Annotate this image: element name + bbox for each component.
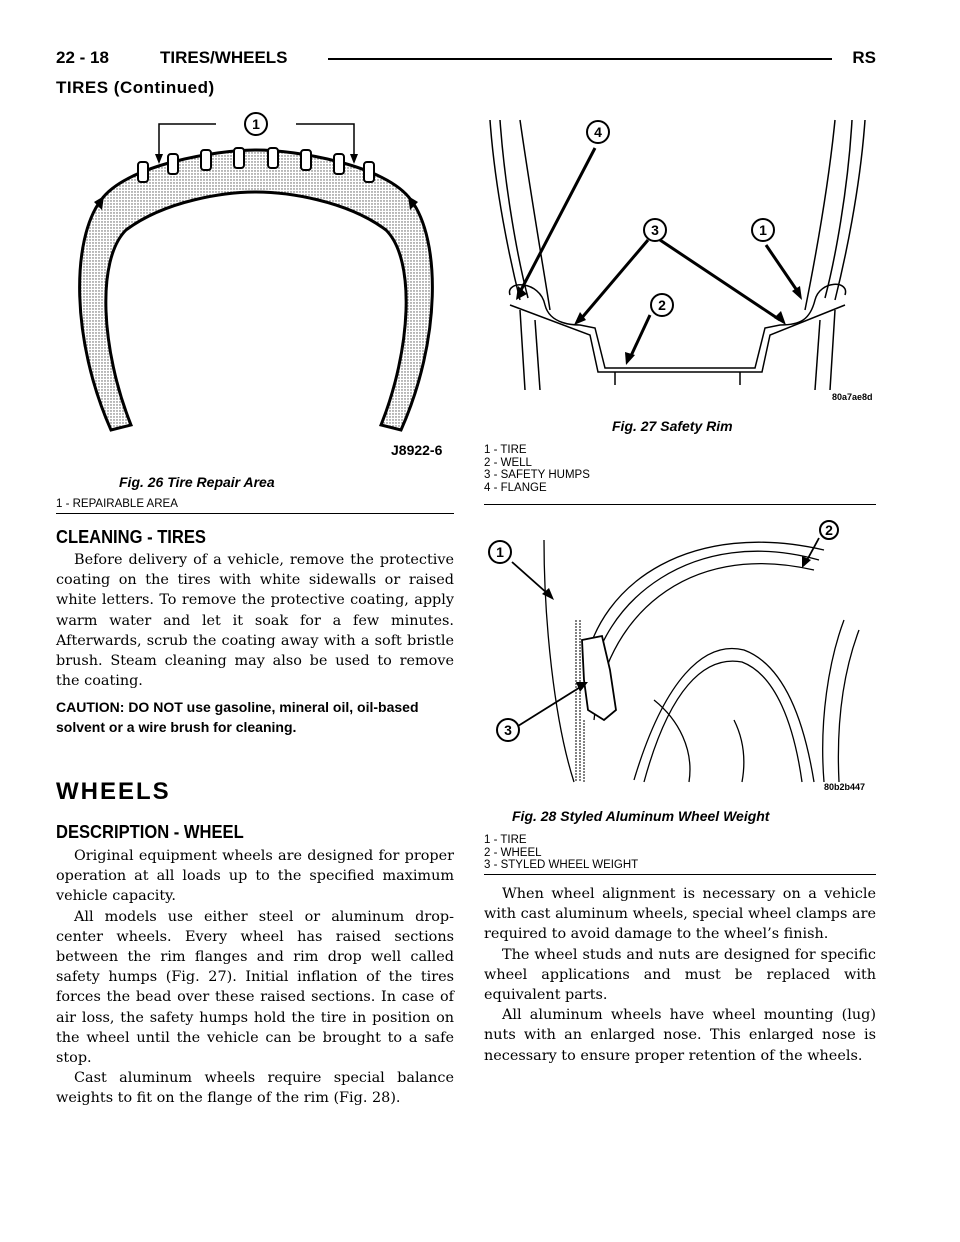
- wheel-description-body: [56, 846, 454, 1109]
- fig28-legend-item: 3 - STYLED WHEEL WEIGHT: [484, 859, 639, 871]
- right-paragraph: All aluminum wheels have wheel mounting (lug) nuts with an enlarged nose. This enlarged nose is necessary to ensure proper retention of the wheels.: [484, 1007, 876, 1064]
- cleaning-body: [56, 550, 454, 691]
- wheel-description-heading: DESCRIPTION - WHEEL: [56, 822, 244, 842]
- right-paragraph: When wheel alignment is necessary on a vehicle with cast aluminum wheels, special wheel clamps are required to avoid damage to the wheel’s finish.: [484, 886, 876, 943]
- fig27-legend-item: 1 - TIRE: [484, 444, 527, 456]
- fig27-legend: [484, 444, 590, 494]
- fig28-callout-3: 3: [504, 722, 512, 738]
- fig27-legend-item: 3 - SAFETY HUMPS: [484, 469, 590, 481]
- fig26-legend: [56, 498, 178, 511]
- fig26-tire-illustration: [56, 110, 456, 472]
- wheel-paragraph: Original equipment wheels are designed for proper operation at all loads up to the specified maximum vehicle capacity.: [56, 848, 454, 905]
- right-paragraph: The wheel studs and nuts are designed for specific wheel applications and must be replaced with equivalent parts.: [484, 946, 876, 1004]
- fig28-caption: Fig. 28 Styled Aluminum Wheel Weight: [512, 808, 770, 824]
- fig27-callout-4: 4: [594, 124, 602, 140]
- page-header: [56, 48, 876, 70]
- fig28-legend-item: 2 - WHEEL: [484, 846, 542, 859]
- right-column-body: [484, 884, 876, 1066]
- fig27-rule: [484, 504, 876, 505]
- page-number: 22 - 18: [56, 48, 109, 67]
- fig26-rule: [56, 513, 454, 514]
- fig28-callout-2: 2: [825, 522, 833, 538]
- fig28-callout-1: 1: [496, 544, 504, 560]
- cleaning-paragraph: Before delivery of a vehicle, remove the protective coating on the tires with white sidewalls or raised white letters. To remove the protective coating, apply warm water and let it soak for a few minutes. Afterwards, scrub the coating away with a soft bristle brush. Steam cleaning may also be used to remove the coating.: [56, 552, 454, 690]
- fig27-callout-2: 2: [658, 297, 666, 313]
- header-rule: [328, 58, 832, 60]
- fig28-legend: [484, 834, 638, 872]
- fig27-callout-3: 3: [651, 222, 659, 238]
- wheel-paragraph: All models use either steel or aluminum drop-center wheels. Every wheel has raised sections between the rim flanges and rim drop well called safety humps (Fig. 27). Initial inflation of the tires forces the bead over these raised sections. In case of air loss, the safety humps hold the tire in position on the wheel until the vehicle can be brought to a safe stop.: [56, 908, 454, 1067]
- fig28-wheel-weight-illustration: [484, 520, 876, 798]
- fig26-legend-item: 1 - REPAIRABLE AREA: [56, 498, 178, 510]
- model-code: RS: [852, 48, 876, 67]
- fig27-callout-1: 1: [759, 222, 767, 238]
- fig28-rule: [484, 874, 876, 875]
- fig26-caption: Fig. 26 Tire Repair Area: [119, 474, 275, 490]
- fig26-code: J8922-6: [391, 442, 443, 458]
- continued-title: TIRES (Continued): [56, 78, 215, 97]
- fig28-legend-item: 1 - TIRE: [484, 834, 527, 846]
- fig27-legend-item: 4 - FLANGE: [484, 481, 547, 494]
- fig27-safety-rim-illustration: [480, 110, 876, 405]
- wheel-paragraph: Cast aluminum wheels require special balance weights to fit on the flange of the rim (Fig. 28).: [56, 1070, 454, 1107]
- fig27-legend-item: 2 - WELL: [484, 456, 532, 469]
- caution-note: CAUTION: DO NOT use gasoline, mineral oil, oil-based solvent or a wire brush for cleaning.: [56, 699, 419, 735]
- fig27-code: 80a7ae8d: [832, 392, 873, 402]
- fig26-callout-1: 1: [252, 116, 260, 132]
- wheels-heading: WHEELS: [56, 778, 171, 805]
- cleaning-heading: CLEANING - TIRES: [56, 527, 206, 547]
- fig28-code: 80b2b447: [824, 782, 866, 792]
- fig27-caption: Fig. 27 Safety Rim: [612, 418, 733, 434]
- section-title: TIRES/WHEELS: [160, 48, 288, 67]
